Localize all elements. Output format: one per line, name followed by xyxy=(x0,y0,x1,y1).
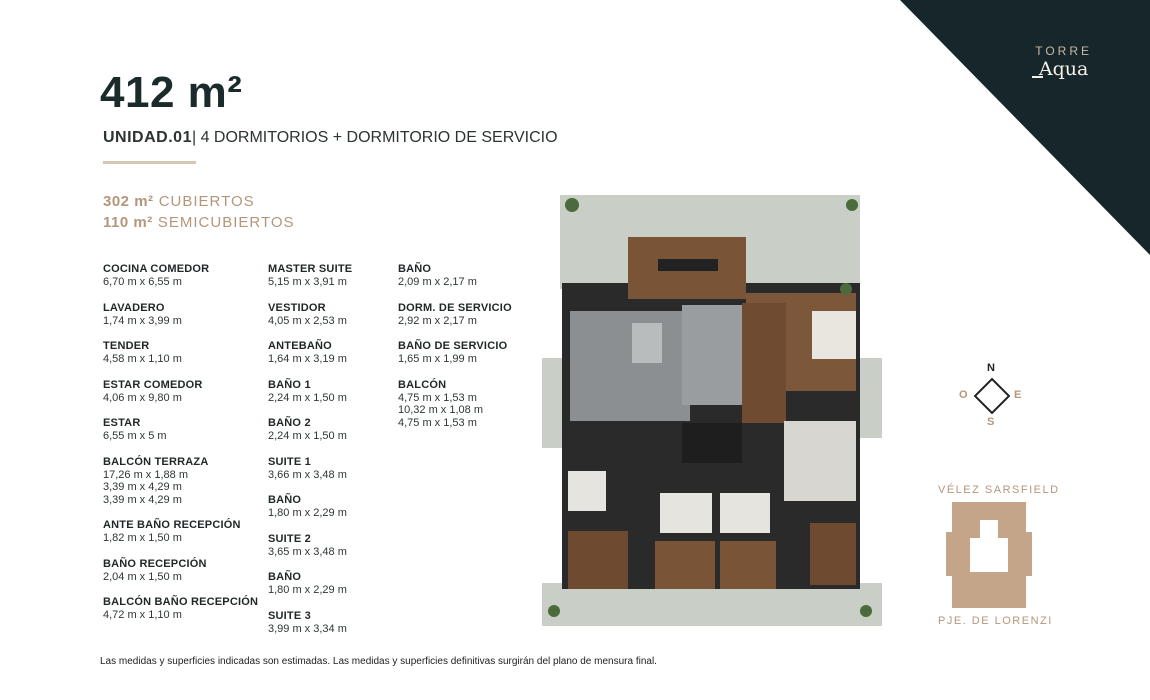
master-suite xyxy=(720,541,776,589)
room-dimensions: 2,24 m x 1,50 m xyxy=(268,391,347,404)
room-name: BAÑO xyxy=(268,571,302,583)
plant xyxy=(548,605,560,617)
room-entry xyxy=(268,494,352,520)
compass-west: O xyxy=(959,389,968,401)
location-map xyxy=(946,502,1032,608)
unit-description: 4 DORMITORIOS + DORMITORIO DE SERVICIO xyxy=(200,129,558,146)
room-entry xyxy=(268,340,352,366)
room-name: LAVADERO xyxy=(103,301,165,314)
logo-top-text: TORRE xyxy=(1035,44,1092,58)
plant xyxy=(565,198,579,212)
room-entry xyxy=(103,417,258,443)
room-dimensions: 3,66 m x 3,48 m xyxy=(268,468,347,481)
room-entry xyxy=(103,302,258,328)
room-entry xyxy=(103,340,258,366)
total-area: 412 m² xyxy=(100,68,243,117)
bath-2 xyxy=(720,493,770,533)
room-dimensions: 6,55 m x 5 m xyxy=(103,430,167,442)
room-dimensions: 4,05 m x 2,53 m xyxy=(268,314,347,327)
room-name: BALCÓN TERRAZA xyxy=(103,455,209,468)
room-dimensions: 4,06 m x 9,80 m xyxy=(103,391,182,404)
room-dimensions: 4,58 m x 1,10 m xyxy=(103,353,182,365)
room-entry xyxy=(268,456,352,482)
surface-semicovered-label: SEMICUBIERTOS xyxy=(157,214,295,231)
kitchen xyxy=(570,311,690,421)
rooms-column-1 xyxy=(103,263,258,635)
plant xyxy=(840,283,852,295)
compass-south: S xyxy=(987,416,995,428)
plant xyxy=(860,605,872,617)
room-dimensions: 1,80 m x 2,29 m xyxy=(268,507,347,519)
room-dimensions: 5,15 m x 3,91 m xyxy=(268,276,347,288)
room-entry xyxy=(103,596,258,622)
room-dimensions: 1,65 m x 1,99 m xyxy=(398,353,477,365)
corner-banner xyxy=(900,0,1150,255)
room-name: SUITE 1 xyxy=(268,455,311,468)
room-entry xyxy=(398,263,512,289)
room-entry xyxy=(103,263,258,289)
room-entry xyxy=(398,302,512,328)
room-name: DORM. DE SERVICIO xyxy=(398,301,512,314)
surface-semicovered-value: 110 m² xyxy=(103,214,153,231)
terrace-bottom xyxy=(542,583,882,626)
room-entry xyxy=(103,456,258,507)
unit-separator: | xyxy=(191,129,197,146)
compass-diamond-icon xyxy=(974,378,1011,415)
room-name: MASTER SUITE xyxy=(268,263,353,275)
room-dimensions: 4,75 m x 1,53 m xyxy=(398,391,477,404)
room-name: SUITE 2 xyxy=(268,532,311,545)
rooms-column-2 xyxy=(268,263,352,648)
street-south: PJE. DE LORENZI xyxy=(938,615,1053,627)
room-name: BALCÓN BAÑO RECEPCIÓN xyxy=(103,596,259,608)
unit-name: UNIDAD.01 xyxy=(103,129,192,146)
room-name: BALCÓN xyxy=(398,378,447,391)
surface-covered-value: 302 m² xyxy=(103,193,154,210)
room-dimensions: 6,70 m x 6,55 m xyxy=(103,276,182,288)
room-dimensions: 10,32 m x 1,08 m xyxy=(398,404,483,416)
room-name: COCINA COMEDOR xyxy=(103,263,210,275)
surface-semicovered xyxy=(103,214,295,231)
room-name: BAÑO xyxy=(398,263,432,275)
room-name: ANTE BAÑO RECEPCIÓN xyxy=(103,519,241,531)
room-name: VESTIDOR xyxy=(268,301,326,314)
footnote: Las medidas y superficies indicadas son estimadas. Las medidas y superficies definitivas surgirán del plano de mensura final. xyxy=(100,656,657,667)
rooms-column-3 xyxy=(398,263,512,442)
room-dimensions: 3,65 m x 3,48 m xyxy=(268,545,347,558)
floor-plan xyxy=(540,193,885,628)
room-name: BAÑO DE SERVICIO xyxy=(398,340,508,352)
room-name: ESTAR COMEDOR xyxy=(103,378,203,391)
street-north: VÉLEZ SARSFIELD xyxy=(938,484,1060,496)
unit-subtitle xyxy=(103,129,558,147)
suite-3 xyxy=(810,523,856,585)
room-entry xyxy=(268,533,352,559)
surface-covered xyxy=(103,193,255,210)
dining-table xyxy=(658,259,718,271)
room-dimensions: 3,99 m x 3,34 m xyxy=(268,622,347,635)
room-dimensions: 2,24 m x 1,50 m xyxy=(268,430,347,442)
kitchen-table xyxy=(632,323,662,363)
room-name: BAÑO 2 xyxy=(268,417,311,429)
plant xyxy=(846,199,858,211)
room-dimensions: 2,04 m x 1,50 m xyxy=(103,570,182,583)
room-entry xyxy=(103,519,258,545)
hallway xyxy=(742,303,786,423)
room-dimensions: 3,39 m x 4,29 m xyxy=(103,481,182,493)
balcony-right xyxy=(858,358,882,438)
bath-1 xyxy=(660,493,712,533)
room-entry xyxy=(268,379,352,405)
room-dimensions: 1,80 m x 2,29 m xyxy=(268,584,347,596)
room-name: ANTEBAÑO xyxy=(268,340,332,352)
room-name: BAÑO 1 xyxy=(268,378,311,391)
title-underline xyxy=(103,161,196,164)
logo-name: Aqua xyxy=(1038,58,1089,80)
elevators xyxy=(682,423,742,463)
room-name: ESTAR xyxy=(103,417,141,429)
room-entry xyxy=(103,558,258,584)
compass-east: E xyxy=(1014,389,1022,401)
room-name: BAÑO RECEPCIÓN xyxy=(103,557,207,570)
bath-reception xyxy=(568,471,606,511)
room-entry xyxy=(103,379,258,405)
room-dimensions: 2,09 m x 2,17 m xyxy=(398,276,477,288)
room-dimensions: 4,75 m x 1,53 m xyxy=(398,416,477,429)
room-entry xyxy=(268,417,352,443)
torre-aqua-logo xyxy=(1035,44,1092,78)
surface-covered-label: CUBIERTOS xyxy=(158,193,255,210)
room-entry xyxy=(268,610,352,636)
stair-core xyxy=(682,305,744,405)
room-entry xyxy=(398,340,512,366)
compass xyxy=(955,360,1030,432)
room-entry xyxy=(268,263,352,289)
room-entry xyxy=(268,571,352,597)
service-area xyxy=(784,421,856,501)
room-entry xyxy=(268,302,352,328)
room-dimensions: 1,74 m x 3,99 m xyxy=(103,314,182,327)
room-dimensions: 1,64 m x 3,19 m xyxy=(268,353,347,365)
room-name: BAÑO xyxy=(268,494,302,506)
room-dimensions: 1,82 m x 1,50 m xyxy=(103,532,182,544)
compass-north: N xyxy=(987,362,995,374)
room-name: SUITE 3 xyxy=(268,609,311,622)
sofa xyxy=(812,311,856,359)
room-dimensions: 17,26 m x 1,88 m xyxy=(103,468,188,481)
suite-1 xyxy=(568,531,628,589)
room-dimensions: 4,72 m x 1,10 m xyxy=(103,609,182,621)
suite-2 xyxy=(655,541,715,589)
room-entry xyxy=(398,379,512,430)
room-dimensions: 2,92 m x 2,17 m xyxy=(398,314,477,327)
room-name: TENDER xyxy=(103,340,150,352)
room-dimensions: 3,39 m x 4,29 m xyxy=(103,493,182,506)
